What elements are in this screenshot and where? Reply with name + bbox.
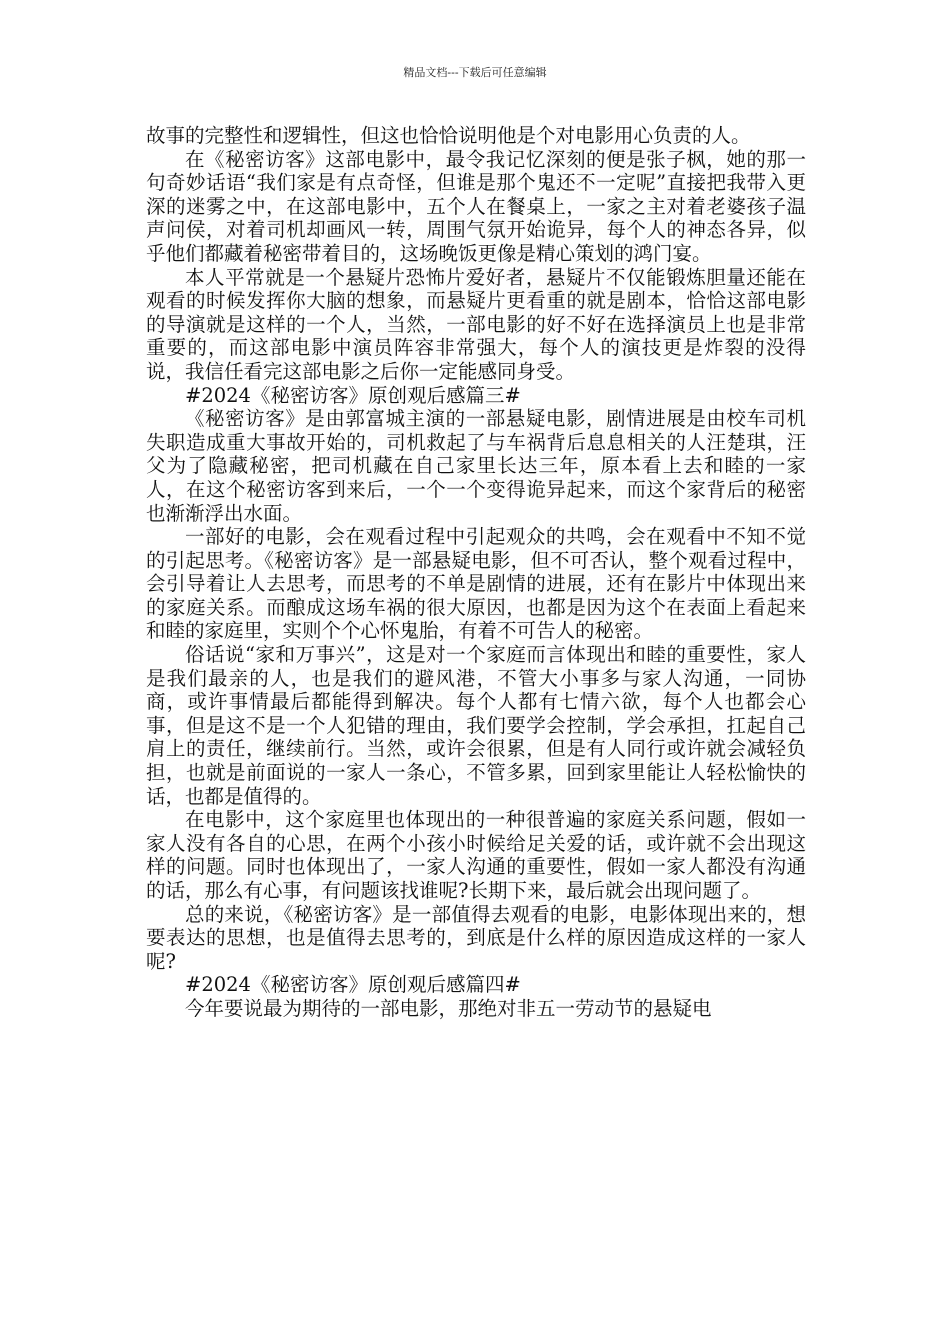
paragraph: 一部好的电影，会在观看过程中引起观众的共鸣，会在观看中不知不觉的引起思考。《秘密访客》是一部悬疑电影，但不可否认，整个观看过程中，会引导着让人去思考，而思考的不单是剧情的进展，还有在影片中体现出来的家庭关系。而酿成这场车祸的很大原因，也都是因为这个在表面上看起来和睦的家庭里，实则个个心怀鬼胎，有着不可告人的秘密。 <box>146 525 806 643</box>
paragraph: 《秘密访客》是由郭富城主演的一部悬疑电影，剧情进展是由校车司机失职造成重大事故开始的，司机救起了与车祸背后息息相关的人汪楚琪，汪父为了隐藏秘密，把司机藏在自己家里长达三年，原本看上去和睦的一家人，在这个秘密访客到来后，一个一个变得诡异起来，而这个家背后的秘密也渐渐浮出水面。 <box>146 407 806 525</box>
paragraph: 故事的完整性和逻辑性，但这也恰恰说明他是个对电影用心负责的人。 <box>146 124 751 147</box>
paragraph: 在电影中，这个家庭里也体现出的一种很普遍的家庭关系问题，假如一家人没有各自的心思，在两个小孩小时候给足关爱的话，或许就不会出现这样的问题。同时也体现出了，一家人沟通的重要性，假如一家人都没有沟通的话，那么有心事，有问题该找谁呢?长期下来，最后就会出现问题了。 <box>146 808 806 902</box>
document-body <box>146 124 806 1021</box>
section-heading: #2024《秘密访客》原创观后感篇三# <box>185 383 521 407</box>
paragraph: 在《秘密访客》这部电影中，最令我记忆深刻的便是张子枫，她的那一句奇妙话语“我们家是有点奇怪，但谁是那个鬼还不一定呢”直接把我带入更深的迷雾之中，在这部电影中，五个人在餐桌上，一家之主对着老婆孩子温声问侯，对着司机却画风一转，周围气氛开始诡异，每个人的神态各异，似乎他们都藏着秘密带着目的，这场晚饭更像是精心策划的鸿门宴。 <box>146 147 806 265</box>
paragraph: 俗话说“家和万事兴”，这是对一个家庭而言体现出和睦的重要性，家人是我们最亲的人，也是我们的避风港，不管大小事多与家人沟通，一同协商，或许事情最后都能得到解决。每个人都有七情六欲，每个人也都会心事，但是这不是一个人犯错的理由，我们要学会控制，学会承担，扛起自己肩上的责任，继续前行。当然，或许会很累，但是有人同行或许就会减轻负担，也就是前面说的一家人一条心，不管多累，回到家里能让人轻松愉快的话，也都是值得的。 <box>146 643 806 808</box>
paragraph: 今年要说最为期待的一部电影，那绝对非五一劳动节的悬疑电 <box>185 996 712 1020</box>
paragraph: 总的来说，《秘密访客》是一部值得去观看的电影，电影体现出来的，想要表达的思想，也是值得去思考的，到底是什么样的原因造成这样的一家人呢? <box>146 902 806 973</box>
paragraph: 本人平常就是一个悬疑片恐怖片爱好者，悬疑片不仅能锻炼胆量还能在观看的时候发挥你大脑的想象，而悬疑片更看重的就是剧本，恰恰这部电影的导演就是这样的一个人，当然，一部电影的好不好在选择演员上也是非常重要的，而这部电影中演员阵容非常强大，每个人的演技更是炸裂的没得说，我信任看完这部电影之后你一定能感同身受。 <box>146 265 806 383</box>
section-heading: #2024《秘密访客》原创观后感篇四# <box>185 973 521 997</box>
page-header: 精品文档---下载后可任意编辑 <box>403 66 547 79</box>
